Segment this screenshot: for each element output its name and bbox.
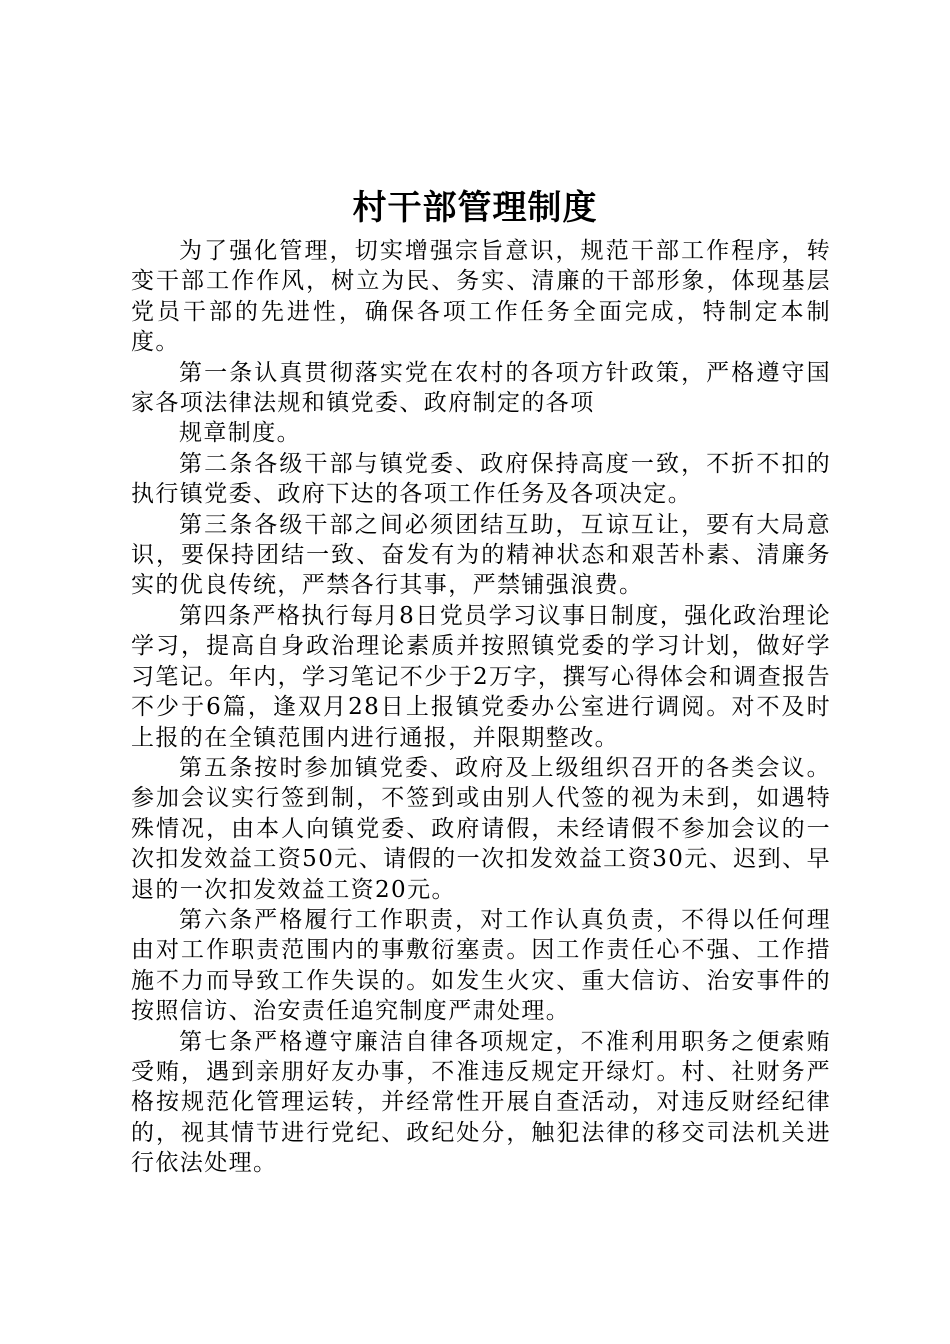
paragraph-intro: 为了强化管理，切实增强宗旨意识，规范干部工作程序，转变干部工作作风，树立为民、务实、清廉的干部形象，体现基层党员干部的先进性，确保各项工作任务全面完成，特制定本制度。 <box>131 238 831 356</box>
paragraph-article-2: 第二条各级干部与镇党委、政府保持高度一致，不折不扣的执行镇党委、政府下达的各项工作任务及各项决定。 <box>131 450 831 508</box>
paragraph-article-3: 第三条各级干部之间必须团结互助，互谅互让，要有大局意识，要保持团结一致、奋发有为的精神状态和艰苦朴素、清廉务实的优良传统，严禁各行其事，严禁铺强浪费。 <box>131 511 831 599</box>
document-body <box>131 236 831 1179</box>
document-title: 村干部管理制度 <box>352 188 598 228</box>
paragraph-article-7: 第七条严格遵守廉洁自律各项规定，不准利用职务之便索贿受贿，遇到亲朋好友办事，不准违反规定开绿灯。村、社财务严格按规范化管理运转，并经常性开展自查活动，对违反财经纪律的，视其情节进行党纪、政纪处分，触犯法律的移交司法机关进行依法处理。 <box>131 1028 831 1177</box>
paragraph-article-1: 第一条认真贯彻落实党在农村的各项方针政策，严格遵守国家各项法律法规和镇党委、政府制定的各项 <box>131 359 831 417</box>
paragraph-article-6: 第六条严格履行工作职责，对工作认真负责，不得以任何理由对工作职责范围内的事敷衍塞责。因工作责任心不强、工作措施不力而导致工作失误的。如发生火灾、重大信访、治安事件的按照信访、治安责任追究制度严肃处理。 <box>131 906 831 1025</box>
paragraph-article-5: 第五条按时参加镇党委、政府及上级组织召开的各类会议。参加会议实行签到制，不签到或由别人代签的视为未到，如遇特殊情况，由本人向镇党委、政府请假，未经请假不参加会议的一次扣发效益工资50元、请假的一次扣发效益工资30元、迟到、早退的一次扣发效益工资20元。 <box>131 754 831 903</box>
paragraph-article-1-continued: 规章制度。 <box>179 420 301 447</box>
paragraph-article-4: 第四条严格执行每月8日党员学习议事日制度，强化政治理论学习，提高自身政治理论素质并按照镇党委的学习计划，做好学习笔记。年内，学习笔记不少于2万字，撰写心得体会和调查报告不少于6篇，逢双月28日上报镇党委办公室进行调阅。对不及时上报的在全镇范围内进行通报，并限期整改。 <box>131 602 831 751</box>
